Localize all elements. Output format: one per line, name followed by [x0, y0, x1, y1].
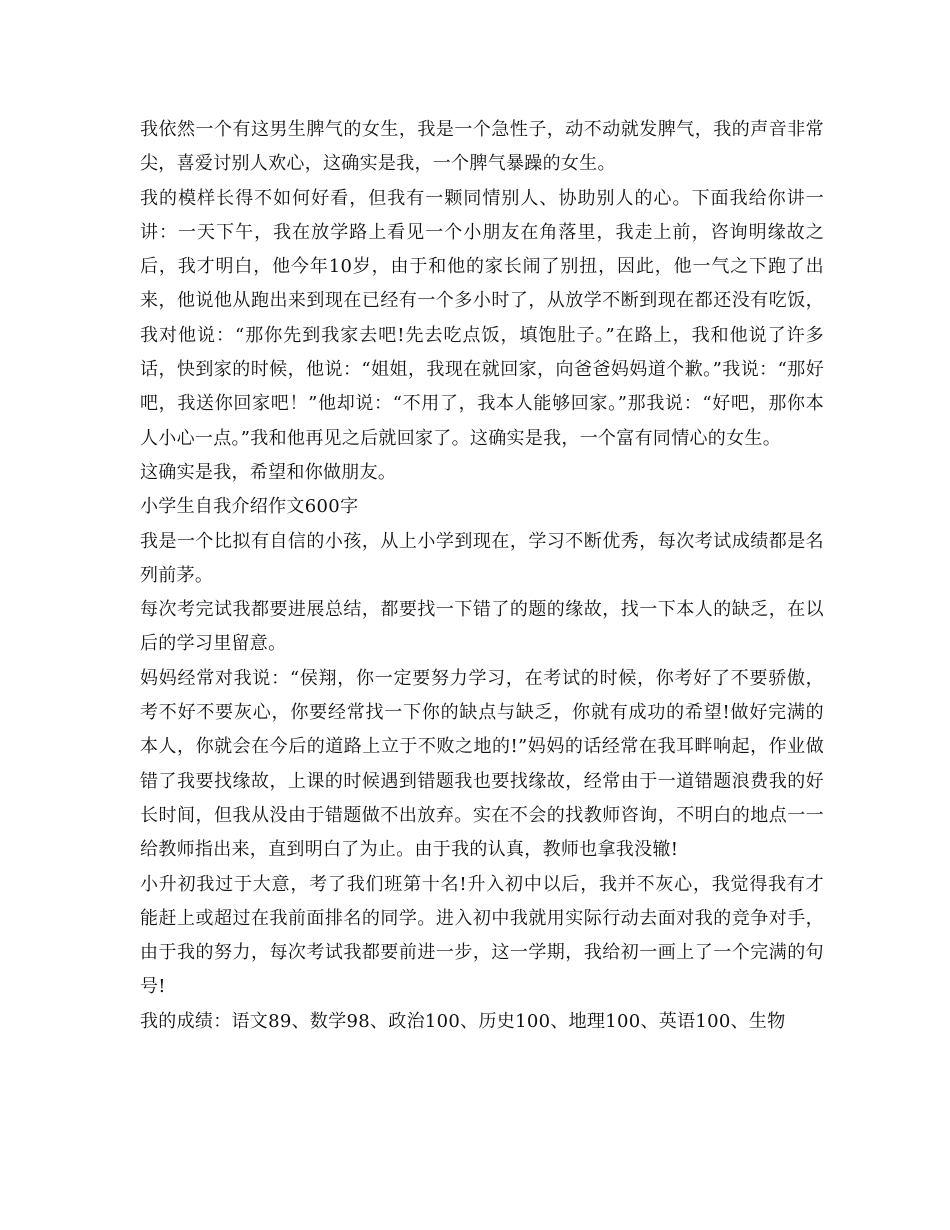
paragraph-5: 我是一个比拟有自信的小孩，从上小学到现在，学习不断优秀，每次考试成绩都是名列前茅。: [140, 530, 824, 586]
document-body: [140, 113, 824, 1039]
paragraph-3: 这确实是我，希望和你做朋友。: [140, 461, 397, 483]
paragraph-7: 妈妈经常对我说：“侯翔，你一定要努力学习，在考试的时候，你考好了不要骄傲，考不好不要灰心，你要经常找一下你的缺点与缺乏，你就有成功的希望!做好完满的本人，你就会在今后的道路上立于不败之地的!”妈妈的话经常在我耳畔响起，作业做错了我要找缘故，上课的时候遇到错题我也要找缘故，经常由于一道错题浪费我的好长时间，但我从没由于错题做不出放弃。实在不会的找教师咨询，不明白的地点一一给教师指出来，直到明白了为止。由于我的认真，教师也拿我没辙!: [140, 667, 824, 861]
paragraph-1: 我依然一个有这男生脾气的女生，我是一个急性子，动不动就发脾气，我的声音非常尖，喜爱讨别人欢心，这确实是我，一个脾气暴躁的女生。: [140, 119, 824, 175]
section-heading: 小学生自我介绍作文600字: [140, 496, 359, 518]
paragraph-9: 我的成绩：语文89、数学98、政治100、历史100、地理100、英语100、生物: [140, 1010, 786, 1032]
paragraph-6: 每次考完试我都要进展总结，都要找一下错了的题的缘故，找一下本人的缺乏，在以后的学习里留意。: [140, 599, 824, 655]
paragraph-8: 小升初我过于大意，考了我们班第十名!升入初中以后，我并不灰心，我觉得我有才能赶上或超过在我前面排名的同学。进入初中我就用实际行动去面对我的竞争对手，由于我的努力，每次考试我都要前进一步，这一学期，我给初一画上了一个完满的句号!: [140, 873, 824, 998]
paragraph-2: 我的模样长得不如何好看，但我有一颗同情别人、协助别人的心。下面我给你讲一讲：一天下午，我在放学路上看见一个小朋友在角落里，我走上前，咨询明缘故之后，我才明白，他今年10岁，由于和他的家长闹了别扭，因此，他一气之下跑了出来，他说他从跑出来到现在已经有一个多小时了，从放学不断到现在都还没有吃饭，我对他说：“那你先到我家去吧!先去吃点饭，填饱肚子。”在路上，我和他说了许多话，快到家的时候，他说：“姐姐，我现在就回家，向爸爸妈妈道个歉。”我说：“那好吧，我送你回家吧！”他却说：“不用了，我本人能够回家。”那我说：“好吧，那你本人小心一点。”我和他再见之后就回家了。这确实是我，一个富有同情心的女生。: [140, 187, 824, 449]
